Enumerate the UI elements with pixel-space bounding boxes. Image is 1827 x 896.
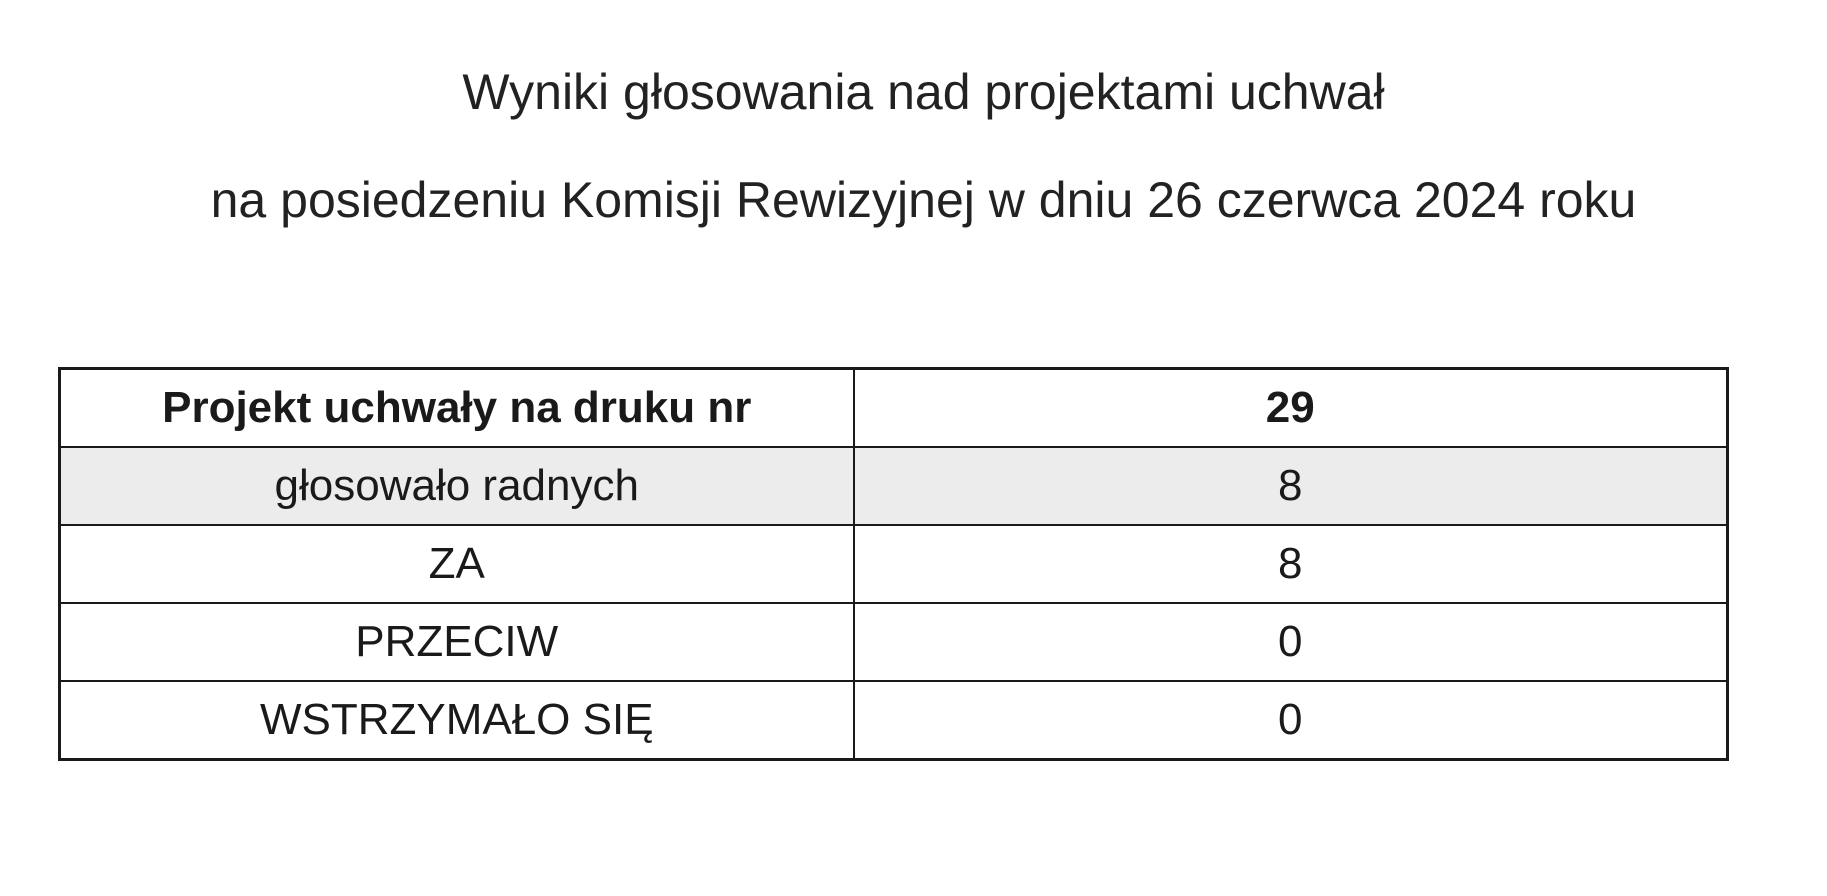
document-title-line-1: Wyniki głosowania nad projektami uchwał — [462, 64, 1385, 120]
votes-against-value: 0 — [854, 603, 1728, 681]
abstained-label: WSTRZYMAŁO SIĘ — [60, 681, 854, 760]
table-header-row — [60, 369, 1728, 448]
resolution-number-cell: 29 — [854, 369, 1728, 448]
abstained-value: 0 — [854, 681, 1728, 760]
voting-results-table — [58, 367, 1729, 761]
votes-cast-value: 8 — [854, 447, 1728, 525]
table-row — [60, 447, 1728, 525]
votes-for-value: 8 — [854, 525, 1728, 603]
table-row — [60, 681, 1728, 760]
table-row — [60, 525, 1728, 603]
document-title-line-2: na posiedzeniu Komisji Rewizyjnej w dniu 26 czerwca 2024 roku — [210, 172, 1637, 228]
votes-cast-label: głosowało radnych — [60, 447, 854, 525]
resolution-label-cell: Projekt uchwały na druku nr — [60, 369, 854, 448]
votes-for-label: ZA — [60, 525, 854, 603]
table-row — [60, 603, 1728, 681]
votes-against-label: PRZECIW — [60, 603, 854, 681]
